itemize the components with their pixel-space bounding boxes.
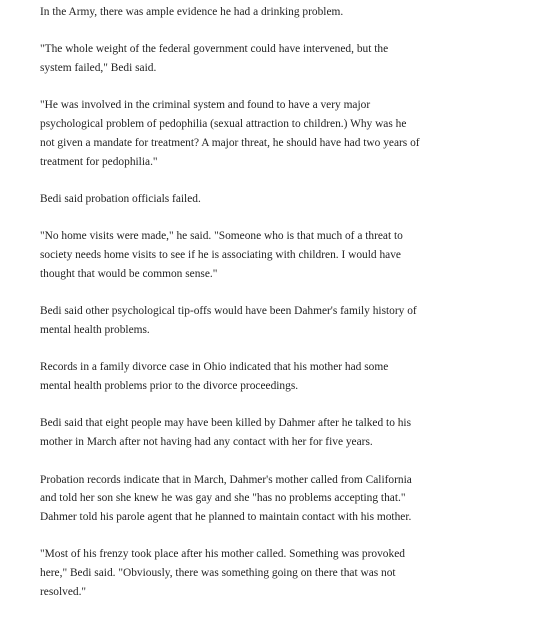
paragraph-divorce-records: Records in a family divorce case in Ohio indicated that his mother had some mental health problems prior to the divorce proceedings. (40, 361, 389, 393)
paragraph-army-drinking: In the Army, there was ample evidence he had a drinking problem. (40, 6, 344, 18)
paragraph-eight-killed: Bedi said that eight people may have been killed by Dahmer after he talked to his mother in March after not having had any contact with her for five years. (40, 417, 412, 449)
paragraph-tip-offs: Bedi said other psychological tip-offs would have been Dahmer's family history of mental health problems. (40, 305, 417, 337)
article-body (40, 3, 420, 620)
paragraph-probation-failed: Bedi said probation officials failed. (40, 193, 201, 206)
paragraph-probation-records: Probation records indicate that in March, Dahmer's mother called from California and told her son she knew he was gay and she "has no problems accepting that." Dahmer told his parole agent that he planned to maintain contact with his mother. (40, 473, 412, 524)
paragraph-frenzy: "Most of his frenzy took place after his mother called. Something was provoked here," Bedi said. "Obviously, there was something going on there that was not resolved." (40, 548, 405, 599)
paragraph-home-visits: "No home visits were made," he said. "Someone who is that much of a threat to society needs home visits to see if he is associating with children. I would have thought that would be common sense." (40, 230, 403, 280)
paragraph-pedophilia-treatment: "He was involved in the criminal system and found to have a very major psychological problem of pedophilia (sexual attraction to children.) Why was he not given a mandate for treatment? A major threat, he should have had two years of treatment for pedophilia." (40, 99, 420, 168)
paragraph-system-failed: "The whole weight of the federal government could have intervened, but the system failed," Bedi said. (40, 43, 389, 75)
